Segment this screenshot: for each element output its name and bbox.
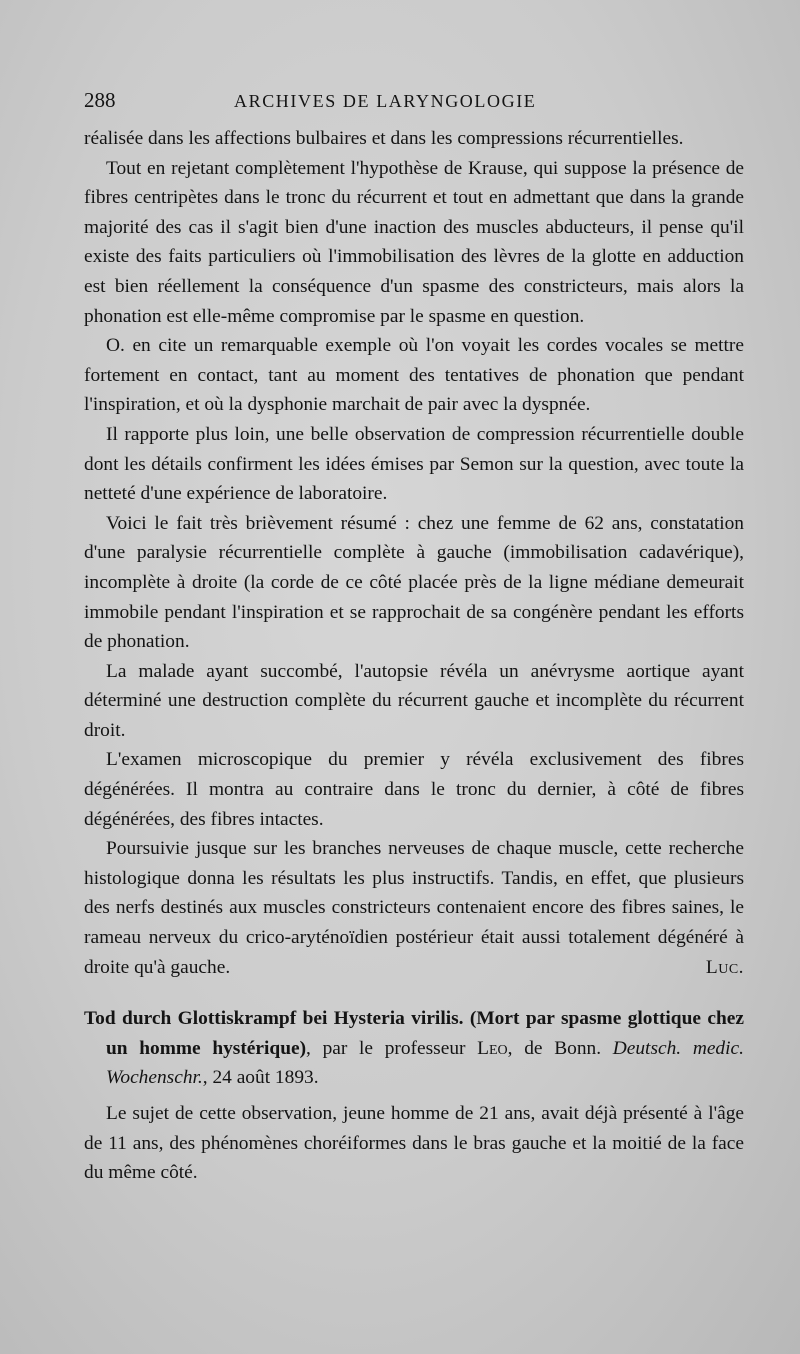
review-title — [84, 1004, 744, 1093]
paragraph-continuation: réalisée dans les affections bulbaires et dans les compressions récurrentielles. — [84, 128, 684, 149]
review-title-german: Tod durch Glottiskrampf bei Hysteria virilis. — [84, 1008, 464, 1030]
review-location: , de Bonn. — [507, 1037, 602, 1059]
running-head: ARCHIVES DE LARYNGOLOGIE — [234, 91, 537, 111]
paragraph: La malade ayant succombé, l'autopsie révéla un anévrysme aortique ayant déterminé une destruction complète du récurrent gauche et incomplète du récurrent droit. — [84, 660, 744, 741]
review-entry — [84, 1004, 744, 1188]
book-page — [84, 88, 744, 1188]
page-number: 288 — [84, 88, 116, 112]
review-author: Leo — [477, 1037, 508, 1059]
article-body — [84, 124, 744, 982]
paragraph: L'examen microscopique du premier y révéla exclusivement des fibres dégénérées. Il montra au contraire dans le tronc du dernier, à côté de fibres dégénérées, des fibres intactes. — [84, 749, 744, 830]
review-author-prefix: , par le professeur — [306, 1037, 478, 1059]
author-signature: Luc. — [705, 956, 744, 978]
review-journal: Deutsch. medic. Wochenschr. — [106, 1037, 744, 1089]
paragraph: Voici le fait très brièvement résumé : chez une femme de 62 ans, constatation d'une paralysie récurrentielle complète à gauche (immobilisation cadavérique), incomplète à droite (la corde de ce côté placée près de la ligne médiane demeurait immobile pendant l'inspiration et se rapprochait de sa congénère pendant les efforts de phonation. — [84, 512, 744, 653]
page-header — [84, 88, 744, 118]
review-date: , 24 août 1893. — [202, 1067, 319, 1089]
review-title-french: (Mort par spasme glottique chez un homme hystérique) — [106, 1008, 744, 1059]
review-paragraph: Le sujet de cette observation, jeune homme de 21 ans, avait déjà présenté à l'âge de 11 ans, des phénomènes choréiformes dans le bras gauche et la moitié de la face du même côté. — [84, 1103, 744, 1184]
paragraph-text: Poursuivie jusque sur les branches nerveuses de chaque muscle, cette recherche histologique donna les résultats les plus instructifs. Tandis, en effet, que plusieurs des nerfs destinés aux muscles constricteurs contenaient encore des fibres saines, le rameau nerveux du crico-aryténoïdien postérieur était aussi totalement dégénéré à droite qu'à gauche. — [84, 838, 744, 978]
paragraph-final — [84, 834, 744, 982]
paragraph: Il rapporte plus loin, une belle observation de compression récurrentielle double dont les détails confirment les idées émises par Semon sur la question, avec toute la netteté d'une expérience de laboratoire. — [84, 423, 744, 505]
paragraph: Tout en rejetant complètement l'hypothèse de Krause, qui suppose la présence de fibres centripètes dans le tronc du récurrent et tout en admettant que dans la grande majorité des cas il s'agit bien d'une inaction des muscles abducteurs, il pense qu'il existe des faits particuliers où l'immobilisation des lèvres de la glotte en adduction est bien réellement la conséquence d'un spasme des constricteurs, mais alors la phonation est elle-même compromise par le spasme en question. — [84, 157, 744, 327]
review-body — [84, 1099, 744, 1188]
paragraph: O. en cite un remarquable exemple où l'on voyait les cordes vocales se mettre fortement en contact, tant au moment des tentatives de phonation que pendant l'inspiration, et où la dysphonie marchait de pair avec la dyspnée. — [84, 335, 744, 416]
